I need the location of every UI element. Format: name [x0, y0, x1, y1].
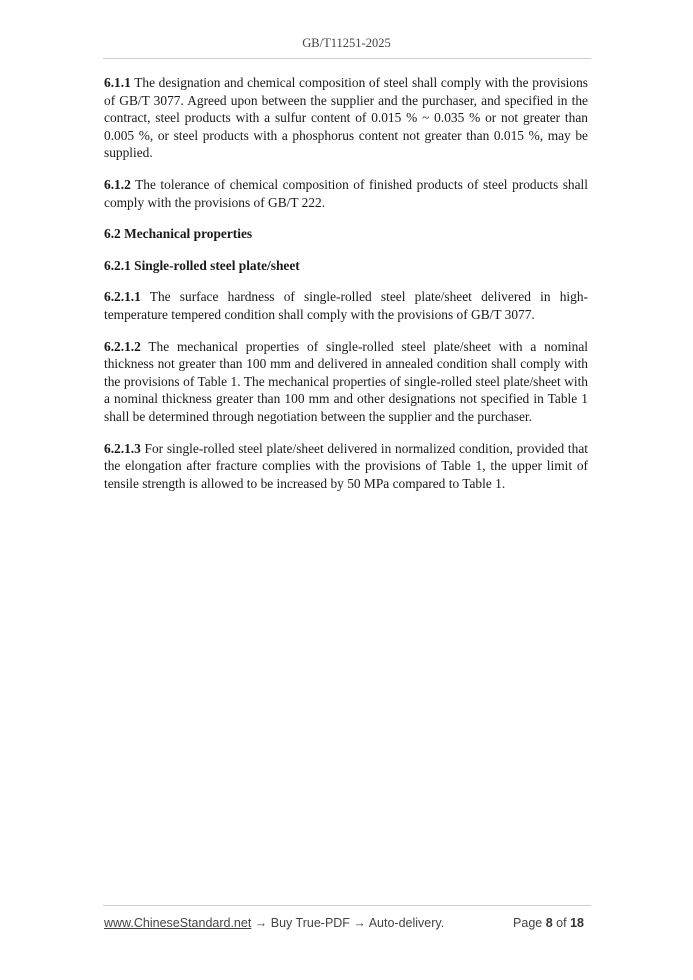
- clause-6-1-2: [104, 176, 588, 211]
- clause-number: 6.1.2: [104, 176, 131, 192]
- clause-text: For single-rolled steel plate/sheet delivered in normalized condition, provided that the elongation after fracture complies with the provisions of Table 1, the upper limit of tensile strength is allowed to be increased by 50 MPa compared to Table 1.: [104, 440, 588, 491]
- section-heading-6-2: 6.2 Mechanical properties: [104, 226, 253, 242]
- clause-number: 6.1.1: [104, 75, 131, 90]
- clause-number: 6.2.1.1: [104, 289, 141, 305]
- page-number: [513, 916, 584, 930]
- footer-promo-text: → Buy True-PDF → Auto-delivery.: [251, 916, 445, 930]
- clause-text: The designation and chemical composition of steel shall comply with the provisions of GB/T 3077. Agreed upon between the supplier and the purchaser, and specified in the contract, steel products with a sulfur content of 0.015 % ~ 0.035 % or not greater than 0.005 %, or steel products with a phosphorus content not greater than 0.015 %, may be supplied.: [104, 75, 588, 161]
- clause-6-2-1-1: [104, 288, 588, 323]
- footer-promo: [104, 916, 444, 930]
- clause-6-2-1-2: [104, 338, 588, 426]
- clause-number: 6.2.1.3: [104, 440, 141, 456]
- page-label: Page: [513, 916, 543, 930]
- page-of: of: [556, 916, 567, 930]
- clause-6-2-1-3: [104, 440, 588, 493]
- page-total: 18: [570, 916, 584, 930]
- page-header: GB/T11251-2025: [302, 36, 391, 50]
- page-current: 8: [545, 916, 553, 930]
- clause-text: The surface hardness of single-rolled steel plate/sheet delivered in high-temperature tempered condition shall comply with the provisions of GB/T 3077.: [104, 289, 588, 322]
- clause-text: The mechanical properties of single-rolled steel plate/sheet with a nominal thickness not greater than 100 mm and delivered in annealed condition shall comply with the provisions of Table 1. The mechanical properties of single-rolled steel plate/sheet with a nominal thickness greater than 100 mm and other designations not specified in Table 1 shall be determined through negotiation between the supplier and the purchaser.: [104, 338, 589, 424]
- footer-divider: [103, 905, 591, 906]
- section-heading-6-2-1: 6.2.1 Single-rolled steel plate/sheet: [104, 257, 300, 273]
- clause-6-1-1: [104, 74, 588, 162]
- header-divider: [103, 58, 591, 59]
- document-body: [104, 74, 588, 506]
- clause-number: 6.2.1.2: [104, 338, 141, 354]
- site-link[interactable]: www.ChineseStandard.net: [104, 916, 252, 930]
- clause-text: The tolerance of chemical composition of finished products of steel products shall comply with the provisions of GB/T 222.: [104, 176, 589, 210]
